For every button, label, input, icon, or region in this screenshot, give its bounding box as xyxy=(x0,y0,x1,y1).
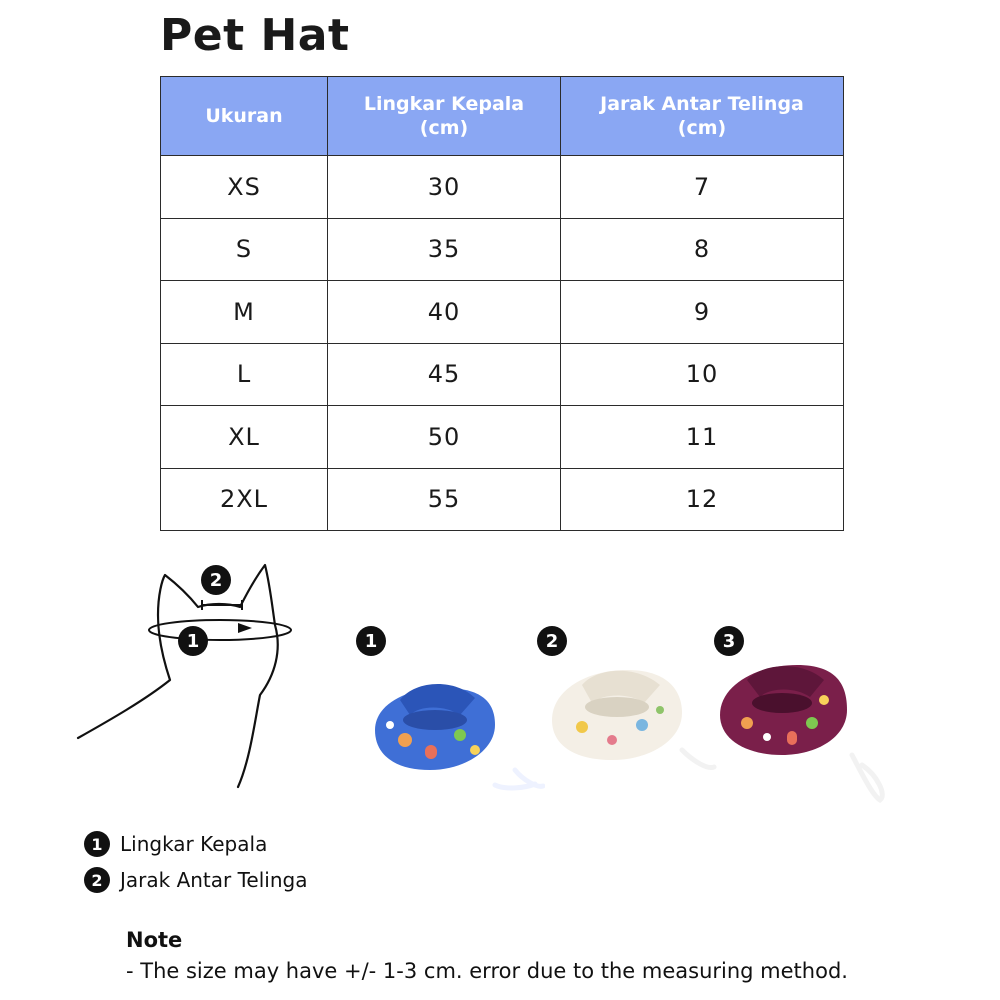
cell-size: M xyxy=(161,281,328,344)
hat-number-badge: 1 xyxy=(356,626,386,656)
cell-ear-distance: 12 xyxy=(561,468,844,531)
table-header-row xyxy=(161,77,844,156)
header-head-circumference: Lingkar Kepala (cm) xyxy=(328,77,561,156)
cell-head-circumference: 55 xyxy=(328,468,561,531)
cell-size: 2XL xyxy=(161,468,328,531)
legend-label: Jarak Antar Telinga xyxy=(120,868,308,892)
measurement-legend xyxy=(84,826,307,898)
legend-number-icon: 1 xyxy=(84,831,110,857)
legend-item xyxy=(84,862,307,898)
table-row xyxy=(161,218,844,281)
cell-ear-distance: 8 xyxy=(561,218,844,281)
marker-1-icon: 1 xyxy=(178,626,208,656)
cell-ear-distance: 10 xyxy=(561,343,844,406)
cell-ear-distance: 11 xyxy=(561,406,844,469)
cell-head-circumference: 40 xyxy=(328,281,561,344)
table-row xyxy=(161,468,844,531)
table-row xyxy=(161,281,844,344)
header-size: Ukuran xyxy=(161,77,328,156)
cream-pet-hat-image xyxy=(542,655,722,795)
marker-2-icon: 2 xyxy=(201,565,231,595)
cell-head-circumference: 35 xyxy=(328,218,561,281)
header-ear-distance: Jarak Antar Telinga (cm) xyxy=(561,77,844,156)
size-table xyxy=(160,76,844,531)
table-row xyxy=(161,406,844,469)
note-text: - The size may have +/- 1-3 cm. error due to the measuring method. xyxy=(126,959,848,983)
hat-number-badge: 3 xyxy=(714,626,744,656)
cell-size: L xyxy=(161,343,328,406)
cell-size: S xyxy=(161,218,328,281)
cell-head-circumference: 45 xyxy=(328,343,561,406)
cell-ear-distance: 7 xyxy=(561,156,844,219)
legend-number-icon: 2 xyxy=(84,867,110,893)
note-title: Note xyxy=(126,928,183,952)
cell-head-circumference: 50 xyxy=(328,406,561,469)
cell-ear-distance: 9 xyxy=(561,281,844,344)
blue-pet-hat-image xyxy=(365,670,545,810)
cell-size: XS xyxy=(161,156,328,219)
table-row xyxy=(161,156,844,219)
legend-label: Lingkar Kepala xyxy=(120,832,268,856)
legend-item xyxy=(84,826,307,862)
cat-head-outline xyxy=(70,555,310,800)
page-title: Pet Hat xyxy=(160,10,350,61)
maroon-pet-hat-image xyxy=(712,655,892,805)
cat-measurement-diagram xyxy=(70,555,310,800)
cell-head-circumference: 30 xyxy=(328,156,561,219)
hat-number-badge: 2 xyxy=(537,626,567,656)
cell-size: XL xyxy=(161,406,328,469)
table-row xyxy=(161,343,844,406)
arrow-icon xyxy=(238,623,252,633)
